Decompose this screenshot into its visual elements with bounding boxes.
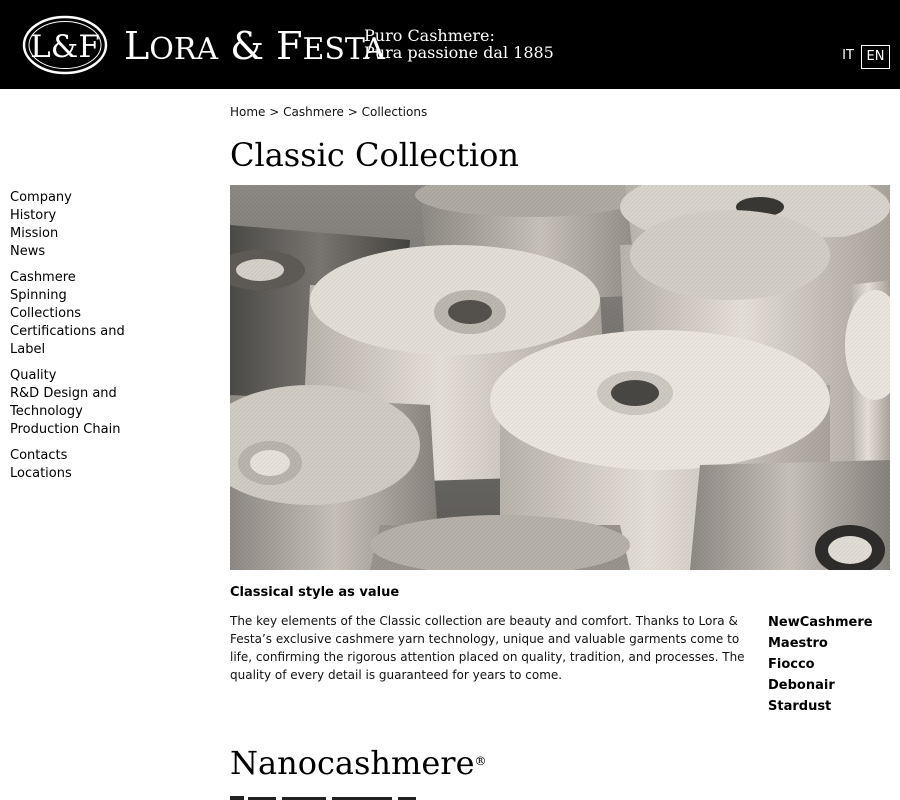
collection-link-debonair[interactable]: Debonair: [768, 678, 835, 693]
brand-text: ORA: [149, 32, 219, 67]
nav-item-technology[interactable]: Technology: [10, 404, 83, 419]
nav-item-spinning[interactable]: Spinning: [10, 288, 67, 303]
nav-group-cashmere: [10, 269, 190, 359]
section-title-text: Nanocashmere: [230, 744, 475, 782]
collection-link-fiocco[interactable]: Fiocco: [768, 657, 815, 672]
collection-link-newcashmere[interactable]: NewCashmere: [768, 615, 873, 630]
brand-initial: L: [124, 24, 150, 68]
nav-group-quality: [10, 367, 190, 439]
breadcrumb-collections[interactable]: Collections: [361, 105, 428, 119]
registered-mark: ®: [474, 754, 487, 768]
page-title: Classic Collection: [230, 136, 520, 174]
nav-item-news[interactable]: News: [10, 244, 46, 259]
tagline-line: Puro Cashmere:: [364, 26, 495, 45]
nav-group-company: [10, 189, 190, 261]
nav-heading-quality[interactable]: Quality: [10, 368, 57, 383]
breadcrumb-separator: >: [347, 105, 358, 119]
collection-subtitle: Classical style as value: [230, 585, 400, 600]
svg-text:L&F: L&F: [30, 29, 100, 65]
lang-it-button[interactable]: IT: [842, 48, 854, 63]
nav-item-collections[interactable]: Collections: [10, 306, 82, 321]
breadcrumb-separator: >: [269, 105, 280, 119]
hero-image: [230, 185, 890, 570]
nav-group-contacts: [10, 447, 190, 483]
collections-list: [768, 612, 890, 717]
breadcrumb-home[interactable]: Home: [230, 105, 266, 119]
section-title-nanocashmere: [230, 742, 487, 784]
yarn-spools-photo-icon: [230, 185, 890, 570]
nav-item-certifications[interactable]: Certifications and: [10, 324, 125, 339]
nav-item-history[interactable]: History: [10, 208, 57, 223]
nav-item-rd-design[interactable]: R&D Design and: [10, 386, 117, 401]
nav-item-production-chain[interactable]: Production Chain: [10, 422, 121, 437]
collection-link-maestro[interactable]: Maestro: [768, 636, 828, 651]
nav-heading-cashmere[interactable]: Cashmere: [10, 270, 76, 285]
breadcrumb-cashmere[interactable]: Cashmere: [283, 105, 344, 119]
nav-heading-company[interactable]: Company: [10, 190, 72, 205]
nav-item-locations[interactable]: Locations: [10, 466, 72, 481]
brand-initial: F: [276, 24, 303, 68]
lf-logo-icon[interactable]: [22, 15, 108, 75]
collection-link-stardust[interactable]: Stardust: [768, 699, 832, 714]
brand-ampersand: &: [230, 24, 265, 68]
nav-heading-contacts[interactable]: Contacts: [10, 448, 68, 463]
tagline-line: Pura passione dal 1885: [364, 43, 554, 62]
lang-en-button[interactable]: EN: [861, 45, 890, 69]
tagline: [364, 27, 554, 61]
breadcrumb: [230, 104, 427, 120]
nav-item-label[interactable]: Label: [10, 342, 46, 357]
site-header: [0, 0, 900, 89]
collection-description: The key elements of the Classic collection are beauty and comfort. Thanks to Lora & Festa’s exclusive cashmere yarn technology, unique and valuable garments come to life, confirming the rigorous attention placed on quality, tradition, and processes. The quality of every detail is guaranteed for years to come.: [230, 614, 745, 682]
cut-off-subtitle: [230, 794, 420, 800]
brand-name[interactable]: [124, 24, 385, 72]
brand-text: ESTA: [302, 32, 385, 67]
nav-item-mission[interactable]: Mission: [10, 226, 59, 241]
sidebar-nav: [10, 189, 190, 491]
